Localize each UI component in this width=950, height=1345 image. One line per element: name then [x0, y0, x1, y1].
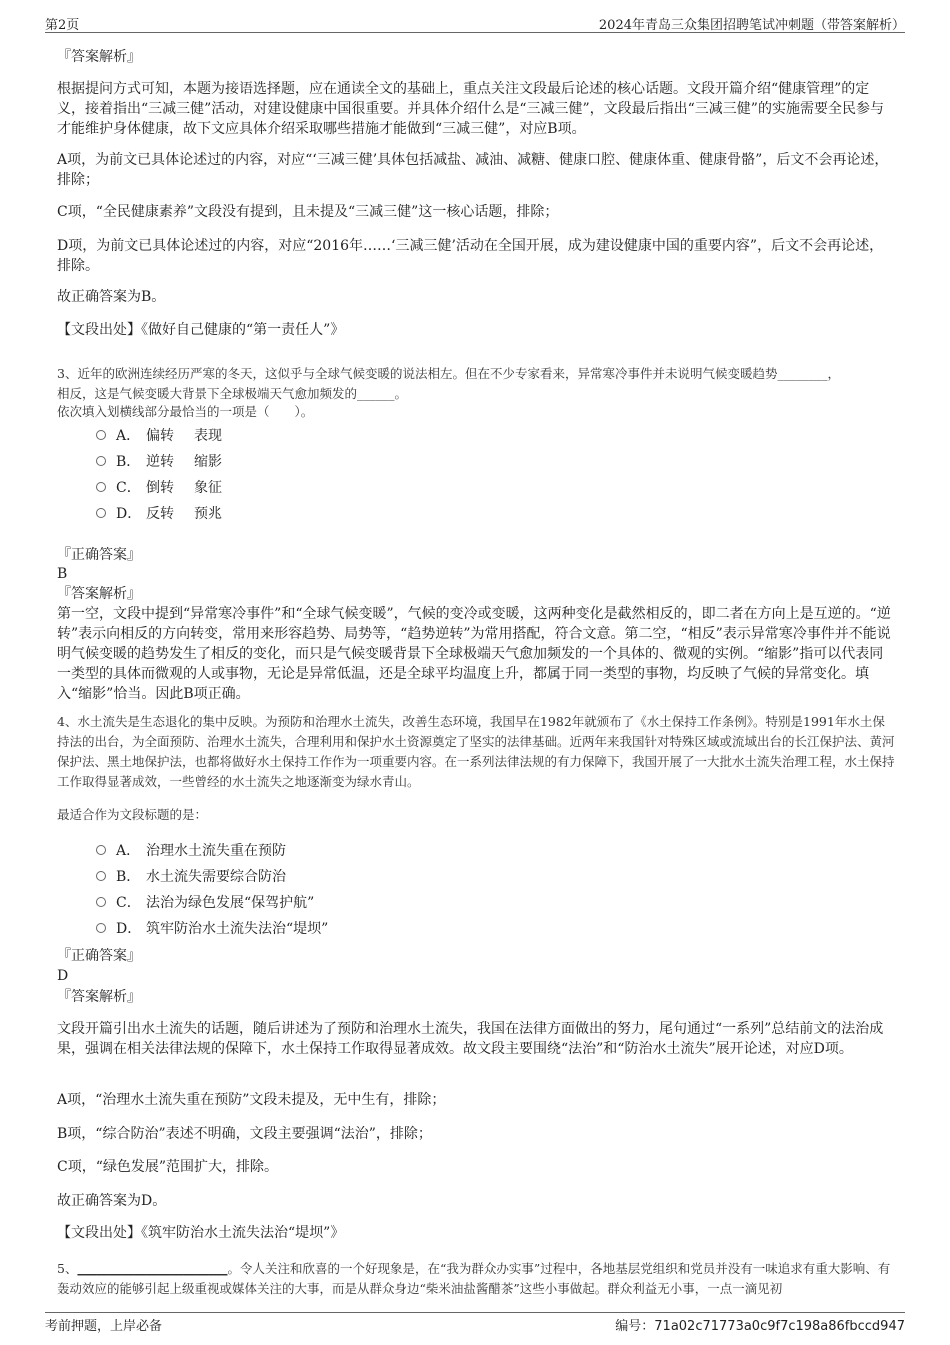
document-id: 编号：71a02c71773a0c9f7c198a86fbccd947: [615, 1319, 905, 1334]
q3-stem-line1: 3、近年的欧洲连续经历严寒的冬天，这似乎与全球气候变暖的说法相左。但在不少专家看来，异常寒冷事件并未说明气候变暖趋势________，: [57, 366, 840, 381]
q3-option-b[interactable]: B． 逆转 缩影: [96, 451, 222, 473]
q4-option-a[interactable]: A． 治理水土流失重在预防: [96, 840, 286, 862]
q3-answer-heading: 『正确答案』: [57, 547, 141, 563]
q4-prompt: 最适合作为文段标题的是：: [57, 807, 208, 822]
q2-analysis-option-c: C项，“全民健康素养”文段没有提到，且未提及“三减三健”这一核心话题，排除；: [57, 204, 559, 220]
page-footer: [45, 1312, 905, 1333]
page-header: [45, 12, 905, 33]
q4-analysis-p1: 文段开篇引出水土流失的话题，随后讲述为了预防和治理水土流失，我国在法律方面做出的努力，尾句通过“一系列”总结前文的法治成果，强调在相关法律法规的保障下，水土保持工作取得显著成效。故文段主要围绕“法治”和“防治水土流失”展开论述，对应D项。: [57, 1021, 884, 1057]
q3-analysis: 第一空，文段中提到“异常寒冷事件”和“全球气候变暖”，气候的变冷或变暖，这两种变化是截然相反的，即二者在方向上是互逆的。“逆转”表示向相反的方向转变，常用来形容趋势、局势等，“趋势逆转”为常用搭配，符合文意。第二空，“相反”表示异常寒冷事件并不能说明气候变暖的趋势发生了相反的变化，而只是气候变暖背景下全球极端天气愈加频发的一个具体的、微观的实例。“缩影”指可以代表同一类型的具体而微观的人或事物，无论是异常低温，还是全球平均温度上升，都属于同一类型的事物，均反映了气候的异常变化。填入“缩影”恰当。因此B项正确。: [57, 606, 891, 702]
q4-analysis-option-c: C项，“绿色发展”范围扩大，排除。: [57, 1159, 279, 1175]
q5-text: 。令人关注和欣喜的一个好现象是，在“我为群众办实事”过程中，各地基层党组织和党员并没有一味追求有重大影响、有轰动效应的能够引起上级重视或媒体关注的大事，而是从群众身边“柴米油盐酱醋茶”这些小事做起。群众利益无小事，一点一滴见初: [57, 1261, 891, 1296]
radio-button-icon[interactable]: [96, 845, 106, 855]
q3-stem-line3: 依次填入划横线部分最恰当的一项是（ ）。: [57, 404, 314, 419]
q3-stem-line2: 相反，这是气候变暖大背景下全球极端天气愈加频发的______。: [57, 386, 408, 401]
q4-answer: D: [57, 968, 69, 984]
radio-button-icon[interactable]: [96, 897, 106, 907]
page-number: 第2页: [45, 18, 80, 33]
q4-option-b[interactable]: B． 水土流失需要综合防治: [96, 866, 286, 888]
q4-stem: 4、水土流失是生态退化的集中反映。为预防和治理水土流失，改善生态环境，我国早在1982年就颁布了《水土保持工作条例》。特别是1991年水土保持法的出台，为全面预防、治理水土流失，合理利用和保护水土资源奠定了坚实的法律基础。近两年来我国针对特殊区域或流域出台的长江保护法、黄河保护法、黑土地保护法，也都将做好水土保持工作作为一项重要内容。在一系列法律法规的有力保障下，我国开展了一大批水土流失治理工程，水土保持工作取得显著成效，一些曾经的水土流失之地逐渐变为绿水青山。: [57, 714, 895, 789]
radio-button-icon[interactable]: [96, 430, 106, 440]
document-title: 2024年青岛三众集团招聘笔试冲刺题（带答案解析）: [598, 18, 905, 33]
radio-button-icon[interactable]: [96, 923, 106, 933]
q3-option-d[interactable]: D． 反转 预兆: [96, 503, 222, 525]
q3-answer: B: [57, 566, 68, 582]
footer-slogan: 考前押题，上岸必备: [45, 1319, 163, 1334]
q4-analysis-heading: 『答案解析』: [57, 989, 141, 1005]
q4-option-c[interactable]: C． 法治为绿色发展“保驾护航”: [96, 892, 314, 914]
q5-number: 5、: [57, 1261, 78, 1276]
q2-analysis-p1: 根据提问方式可知，本题为接语选择题，应在通读全文的基础上，重点关注文段最后论述的核心话题。文段开篇介绍“健康管理”的定义，接着指出“三减三健”活动，对建设健康中国很重要。并具体介绍什么是“三减三健”，文段最后指出“三减三健”的实施需要全民参与才能维护身体健康，故下文应具体介绍采取哪些措施才能做到“三减三健”，对应B项。: [57, 81, 884, 137]
q2-analysis-heading: 『答案解析』: [57, 49, 141, 65]
radio-button-icon[interactable]: [96, 456, 106, 466]
q4-analysis-option-b: B项，“综合防治”表述不明确，文段主要强调“法治”，排除；: [57, 1126, 432, 1142]
q4-answer-heading: 『正确答案』: [57, 948, 141, 964]
q4-conclusion: 故正确答案为D。: [57, 1193, 167, 1209]
q2-analysis-option-d: D项，为前文已具体论述过的内容，对应“2016年……‘三减三健’活动在全国开展，成为建设健康中国的重要内容”，后文不会再论述，排除。: [57, 238, 884, 274]
q4-analysis-option-a: A项，“治理水土流失重在预防”文段未提及，无中生有，排除；: [57, 1092, 446, 1108]
q5-blank: ________________________: [77, 1261, 228, 1276]
q2-source: 【文段出处】《做好自己健康的“第一责任人”》: [57, 322, 345, 338]
q2-conclusion: 故正确答案为B。: [57, 289, 166, 305]
radio-button-icon[interactable]: [96, 871, 106, 881]
q4-option-d[interactable]: D． 筑牢防治水土流失法治“堤坝”: [96, 918, 328, 940]
q3-option-a[interactable]: A． 偏转 表现: [96, 425, 222, 447]
q3-analysis-heading: 『答案解析』: [57, 586, 141, 602]
q3-option-c[interactable]: C． 倒转 象征: [96, 477, 222, 499]
radio-button-icon[interactable]: [96, 482, 106, 492]
radio-button-icon[interactable]: [96, 508, 106, 518]
q2-analysis-option-a: A项，为前文已具体论述过的内容，对应“‘三减三健’具体包括减盐、减油、减糖、健康口腔、健康体重、健康骨骼”，后文不会再论述，排除；: [57, 152, 889, 188]
q4-source: 【文段出处】《筑牢防治水土流失法治“堤坝”》: [57, 1225, 345, 1241]
q5-stem: [57, 1259, 895, 1299]
